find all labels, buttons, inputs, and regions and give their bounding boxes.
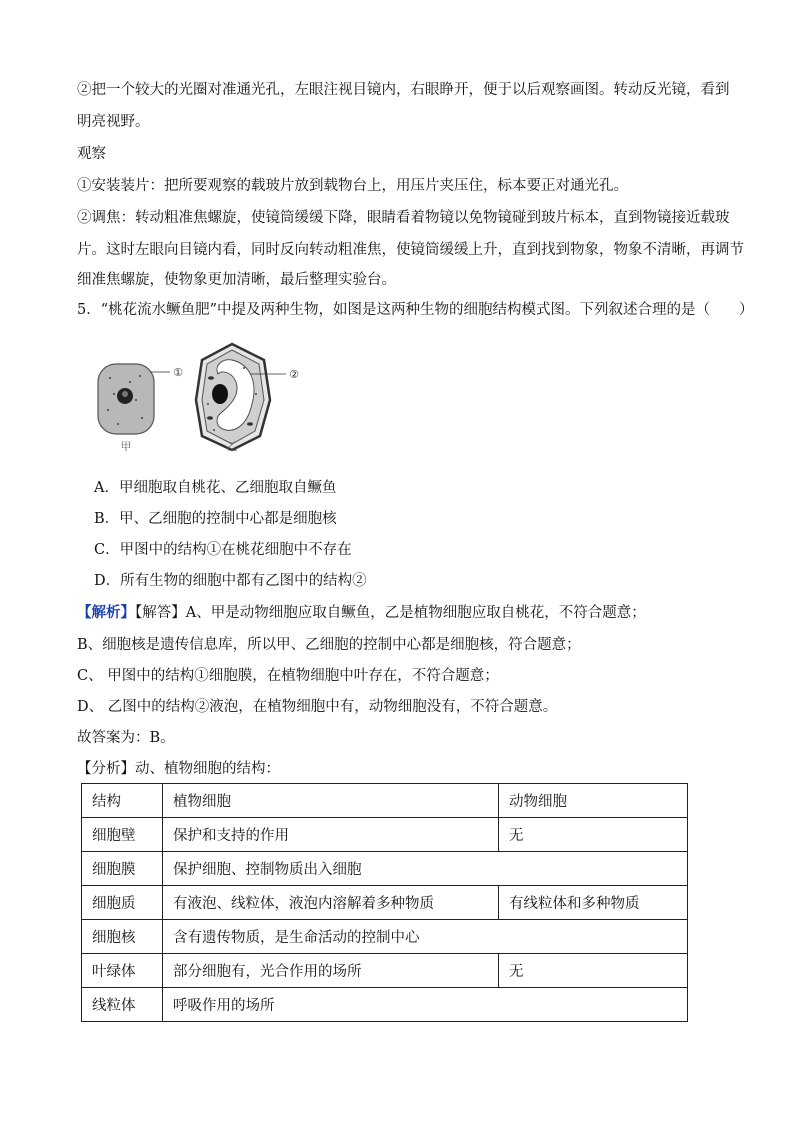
table-cell: 线粒体 xyxy=(82,988,163,1022)
option-c: C．甲图中的结构①在桃花细胞中不存在 xyxy=(94,542,352,558)
table-cell: 含有遗传物质，是生命活动的控制中心 xyxy=(163,920,688,954)
cell-diagram xyxy=(90,338,320,460)
table-cell: 保护细胞、控制物质出入细胞 xyxy=(163,852,688,886)
table-cell: 叶绿体 xyxy=(82,954,163,988)
table-cell: 无 xyxy=(499,954,688,988)
table-cell: 有液泡、线粒体，液泡内溶解着多种物质 xyxy=(163,886,499,920)
table-row xyxy=(82,886,688,920)
observe-step-2-line-3: 细准焦螺旋，使物象更加清晰，最后整理实验台。 xyxy=(77,272,396,288)
table-header-row xyxy=(82,784,688,818)
table-row xyxy=(82,954,688,988)
option-a: A．甲细胞取自桃花、乙细胞取自鳜鱼 xyxy=(94,480,337,496)
table-header-cell: 结构 xyxy=(82,784,163,818)
table-cell: 细胞核 xyxy=(82,920,163,954)
table-header-cell: 植物细胞 xyxy=(163,784,499,818)
answer-line-3: C、 甲图中的结构①细胞膜，在植物细胞中叶存在，不符合题意； xyxy=(77,668,499,684)
observe-step-2-line-2: 片。这时左眼向目镜内看，同时反向转动粗准焦，使镜筒缓缓上升，直到找到物象，物象不清晰，再调节 xyxy=(77,242,744,258)
marker-2: ② xyxy=(289,368,299,381)
cell-structure-table xyxy=(81,783,688,1022)
table-cell: 呼吸作用的场所 xyxy=(163,988,688,1022)
answer-line-1-text: 【解答】A、甲是动物细胞应取自鳜鱼，乙是植物细胞应取自桃花，不符合题意； xyxy=(135,605,646,621)
label-jia: 甲 xyxy=(120,440,132,453)
animal-cell xyxy=(98,364,170,434)
option-b: B．甲、乙细胞的控制中心都是细胞核 xyxy=(94,511,337,527)
marker-1: ① xyxy=(173,366,183,379)
observe-step-1: ①安装装片：把所要观察的载玻片放到载物台上，用压片夹压住，标本要正对通光孔。 xyxy=(77,178,628,194)
intro-line-1: ②把一个较大的光圈对准通光孔，左眼注视目镜内，右眼睁开，便于以后观察画图。转动反光镜，看到 xyxy=(77,82,730,98)
option-d: D．所有生物的细胞中都有乙图中的结构② xyxy=(94,573,367,589)
analysis-heading: 【分析】动、植物细胞的结构： xyxy=(77,761,280,777)
plant-cell xyxy=(196,344,286,450)
table-row xyxy=(82,852,688,886)
table-cell: 细胞壁 xyxy=(82,818,163,852)
analysis-tag: 【解析】 xyxy=(77,604,135,621)
intro-line-2: 明亮视野。 xyxy=(77,114,150,130)
question-stem: 5．“桃花流水鳜鱼肥”中提及两种生物，如图是这两种生物的细胞结构模式图。下列叙述合理的是（ ） xyxy=(77,302,754,318)
table-cell: 保护和支持的作用 xyxy=(163,818,499,852)
table-row xyxy=(82,988,688,1022)
observe-heading: 观察 xyxy=(77,146,106,162)
cell-diagram-figure xyxy=(90,338,320,460)
table-cell: 无 xyxy=(499,818,688,852)
table-cell: 部分细胞有，光合作用的场所 xyxy=(163,954,499,988)
answer-line-2: B、细胞核是遗传信息库，所以甲、乙细胞的控制中心都是细胞核，符合题意； xyxy=(77,637,581,653)
table-cell: 细胞膜 xyxy=(82,852,163,886)
answer-final: 故答案为：B。 xyxy=(77,730,175,746)
table-row xyxy=(82,920,688,954)
answer-line-4: D、 乙图中的结构②液泡，在植物细胞中有，动物细胞没有，不符合题意。 xyxy=(77,699,558,715)
observe-step-2-line-1: ②调焦：转动粗准焦螺旋，使镜筒缓缓下降，眼睛看着物镜以免物镜碰到玻片标本，直到物镜接近载玻 xyxy=(77,210,730,226)
table-cell: 细胞质 xyxy=(82,886,163,920)
table-header-cell: 动物细胞 xyxy=(499,784,688,818)
table-row xyxy=(82,818,688,852)
answer-line-1 xyxy=(77,603,646,623)
table-cell: 有线粒体和多种物质 xyxy=(499,886,688,920)
label-yi: 乙 xyxy=(226,440,238,453)
